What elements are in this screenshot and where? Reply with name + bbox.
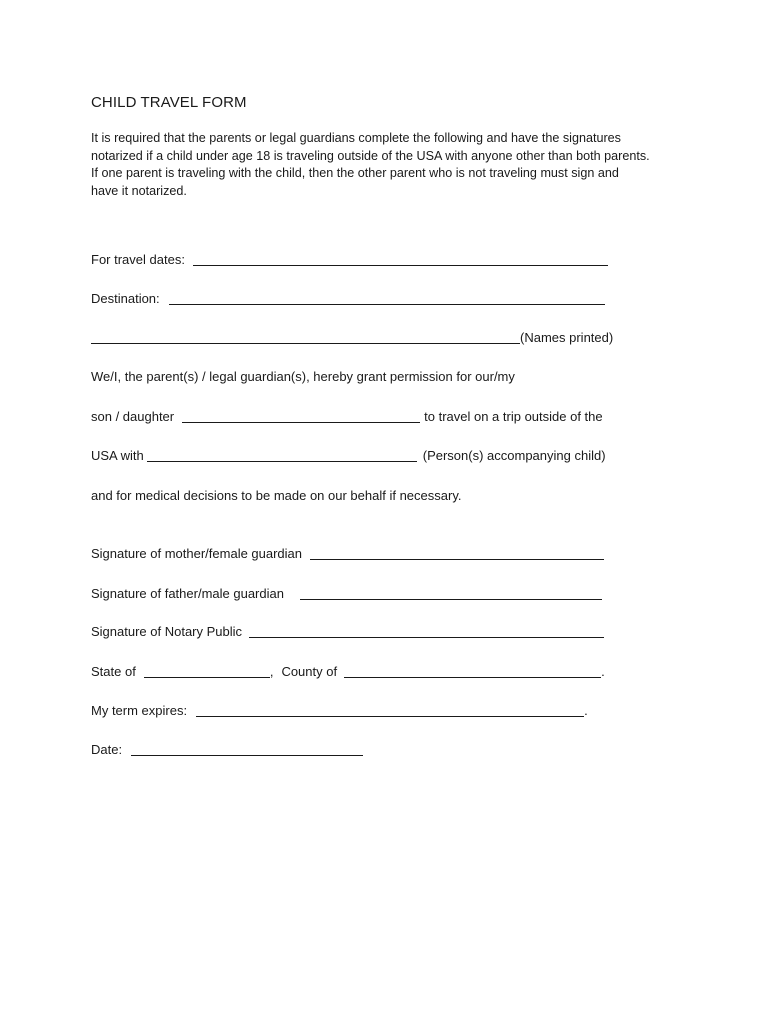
usa-with-label: USA with bbox=[91, 448, 144, 463]
county-field[interactable] bbox=[344, 664, 601, 678]
travel-trip-text: to travel on a trip outside of the bbox=[424, 409, 603, 424]
state-county-row bbox=[91, 662, 605, 680]
son-daughter-label: son / daughter bbox=[91, 409, 175, 424]
permission-row bbox=[91, 367, 515, 385]
mother-signature-row bbox=[91, 544, 604, 562]
child-name-field[interactable] bbox=[182, 409, 420, 423]
date-field[interactable] bbox=[131, 742, 363, 756]
intro-line: have it notarized. bbox=[91, 183, 187, 198]
father-signature-field[interactable] bbox=[300, 586, 602, 600]
names-printed-field[interactable] bbox=[91, 330, 520, 344]
state-label: State of bbox=[91, 664, 136, 679]
names-printed-row bbox=[91, 328, 613, 346]
term-period: . bbox=[584, 703, 588, 718]
medical-row bbox=[91, 486, 461, 504]
destination-label: Destination: bbox=[91, 291, 160, 306]
term-expires-field[interactable] bbox=[196, 703, 584, 717]
notary-signature-field[interactable] bbox=[249, 624, 604, 638]
mother-signature-field[interactable] bbox=[310, 546, 604, 560]
form-title: CHILD TRAVEL FORM bbox=[91, 94, 247, 111]
intro-line: notarized if a child under age 18 is traveling outside of the USA with anyone other than both parents. bbox=[91, 148, 650, 163]
intro-paragraph bbox=[91, 130, 691, 200]
travel-dates-label: For travel dates: bbox=[91, 252, 185, 267]
notary-signature-row bbox=[91, 622, 604, 640]
notary-signature-label: Signature of Notary Public bbox=[91, 624, 243, 639]
intro-line: If one parent is traveling with the child, then the other parent who is not traveling must sign and bbox=[91, 166, 619, 180]
names-printed-label: (Names printed) bbox=[520, 330, 614, 345]
travel-dates-field[interactable] bbox=[193, 252, 608, 266]
usa-with-row bbox=[91, 446, 606, 464]
destination-field[interactable] bbox=[169, 291, 605, 305]
intro-line: It is required that the parents or legal guardians complete the following and have the signatures bbox=[91, 131, 621, 145]
father-signature-label: Signature of father/male guardian bbox=[91, 586, 284, 601]
destination-row bbox=[91, 289, 605, 307]
state-field[interactable] bbox=[144, 664, 270, 678]
accompanying-label: (Person(s) accompanying child) bbox=[422, 448, 606, 463]
father-signature-row bbox=[91, 584, 602, 602]
mother-signature-label: Signature of mother/female guardian bbox=[91, 546, 303, 561]
date-label: Date: bbox=[91, 742, 123, 757]
county-label: County of bbox=[281, 664, 338, 679]
term-expires-label: My term expires: bbox=[91, 703, 188, 718]
state-comma: , bbox=[269, 664, 274, 679]
term-expires-row bbox=[91, 701, 588, 719]
date-row bbox=[91, 740, 363, 758]
county-period: . bbox=[601, 664, 605, 679]
permission-text: We/I, the parent(s) / legal guardian(s), hereby grant permission for our/my bbox=[91, 369, 515, 384]
travel-dates-row bbox=[91, 250, 608, 268]
accompanying-field[interactable] bbox=[147, 448, 417, 462]
child-row bbox=[91, 407, 603, 425]
medical-text: and for medical decisions to be made on our behalf if necessary. bbox=[91, 488, 462, 503]
